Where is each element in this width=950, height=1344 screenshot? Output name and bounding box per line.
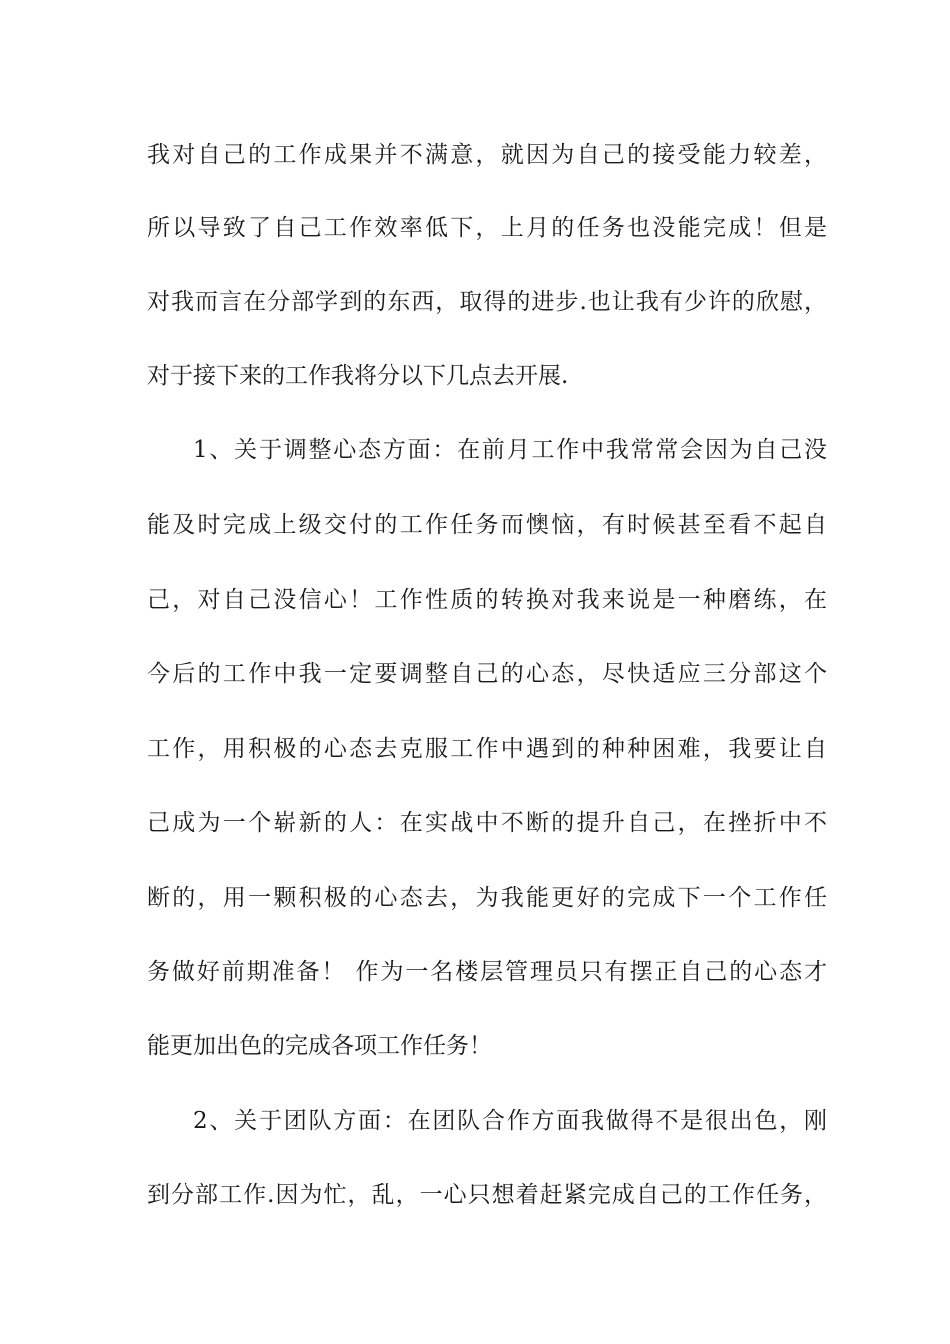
paragraph-line: 能更加出色的完成各项工作任务！ bbox=[147, 1033, 492, 1059]
paragraph-line: 1、关于调整心态方面：在前月工作中我常常会因为自己没 bbox=[193, 437, 827, 463]
paragraph-line: 务做好前期准备！ 作为一名楼层管理员只有摆正自己的心态才 bbox=[147, 959, 827, 985]
paragraph-line: 2、关于团队方面：在团队合作方面我做得不是很出色，刚 bbox=[193, 1108, 827, 1134]
paragraph-line: 己，对自己没信心！工作性质的转换对我来说是一种磨练，在 bbox=[147, 587, 827, 613]
paragraph-line: 对我而言在分部学到的东西，取得的进步.也让我有少许的欣慰， bbox=[147, 289, 827, 315]
paragraph-line: 能及时完成上级交付的工作任务而懊恼，有时候甚至看不起自 bbox=[147, 512, 827, 538]
paragraph-line: 工作，用积极的心态去克服工作中遇到的种种困难，我要让自 bbox=[147, 736, 827, 762]
paragraph-line: 到分部工作.因为忙，乱，一心只想着赶紧完成自己的工作任务， bbox=[147, 1182, 827, 1208]
paragraph-line: 我对自己的工作成果并不满意，就因为自己的接受能力较差， bbox=[147, 142, 827, 168]
paragraph-line: 对于接下来的工作我将分以下几点去开展. bbox=[147, 363, 569, 389]
paragraph-line: 今后的工作中我一定要调整自己的心态，尽快适应三分部这个 bbox=[147, 661, 827, 687]
paragraph-line: 所以导致了自己工作效率低下，上月的任务也没能完成！但是 bbox=[147, 215, 827, 241]
paragraph-line: 己成为一个崭新的人：在实战中不断的提升自己，在挫折中不 bbox=[147, 810, 827, 836]
paragraph-line: 断的，用一颗积极的心态去，为我能更好的完成下一个工作任 bbox=[147, 885, 827, 911]
